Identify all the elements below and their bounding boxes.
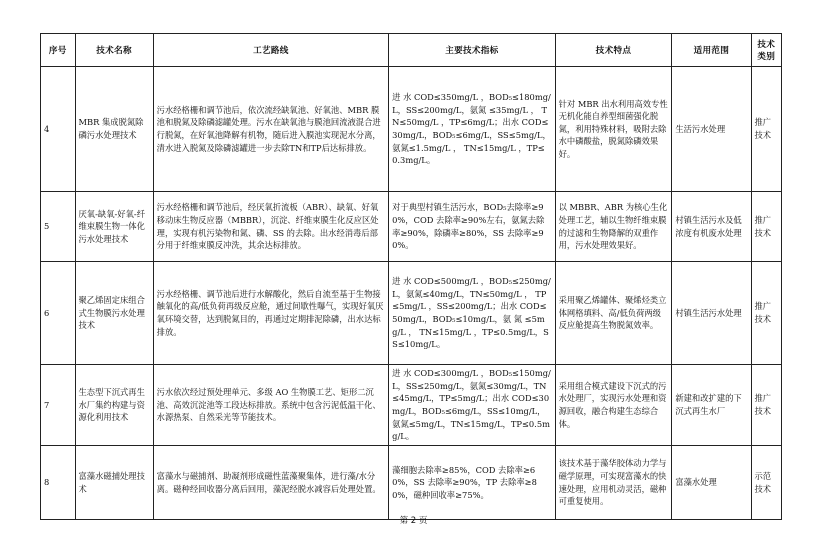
cell-indicators: 对于典型村镇生活污水，BOD₅去除率≥90%，COD 去除率≥90%左右，氨氮去除率≥90%，除磷率≥80%，SS 去除率≥90%。 xyxy=(389,192,555,262)
cell-route: 污水经格栅和调节池后，经厌氧折流板（ABR）、缺氧、好氧移动床生物反应器（MBBR），沉淀、纤维束膜生化反应区处理，实现有机污染物和氮、磷、SS 的去除。出水经消毒后部分用于纤维束膜反冲洗，其余达标排放。 xyxy=(153,192,388,262)
cell-no: 7 xyxy=(41,365,76,446)
header-route: 工艺路线 xyxy=(153,34,388,67)
table-row xyxy=(41,67,782,192)
cell-scope: 生活污水处理 xyxy=(672,67,751,192)
cell-no: 8 xyxy=(41,446,76,520)
cell-category: 推广技术 xyxy=(751,67,782,192)
cell-category: 示范技术 xyxy=(751,446,782,520)
cell-category: 推广技术 xyxy=(751,262,782,365)
technology-table-sheet xyxy=(40,33,782,520)
cell-scope: 村镇生活污水及低浓度有机废水处理 xyxy=(672,192,751,262)
cell-route: 富藻水与磁捕剂、助凝剂形成磁性蓝藻聚集体，进行藻/水分离。磁种经回收器分离后回用，藻泥经脱水减容后处理处置。 xyxy=(153,446,388,520)
table-header-row xyxy=(41,34,782,67)
table-row xyxy=(41,192,782,262)
cell-name: 生态型下沉式再生水厂集约构建与资源化利用技术 xyxy=(75,365,153,446)
cell-category: 推广技术 xyxy=(751,365,782,446)
cell-indicators: 进 水 COD≤300mg/L ，BOD₅≤150mg/L，SS≤250mg/L，氨氮≤30mg/L，TN≤45mg/L，TP≤5mg/L；出水 COD≤30mg/L，BOD₅≤6mg/L，SS≤10mg/L，氨氮≤5mg/L，TN≤15mg/L，TP≤0.5mg/L。 xyxy=(389,365,555,446)
cell-name: 厌氧-缺氧-好氧-纤维束膜生物一体化污水处理技术 xyxy=(75,192,153,262)
cell-no: 6 xyxy=(41,262,76,365)
cell-features: 针对 MBR 出水利用高效专性无机化能自养型细菌强化脱氮，利用特殊材料，吸附去除水中磷酸盐，脱氮除磷效果好。 xyxy=(555,67,672,192)
header-name: 技术名称 xyxy=(75,34,153,67)
cell-name: 聚乙烯固定床组合式生物膜污水处理技术 xyxy=(75,262,153,365)
cell-indicators: 进 水 COD≤500mg/L ，BOD₅≤250mg/L，氨氮≤40mg/L，TN≤50mg/L ， TP≤5mg/L ，SS≤200mg/L；出水 COD≤50mg/L，BOD₅≤10mg/L，氨 氮 ≤5mg/L ， TN≤15mg/L ，TP≤0.5mg/L，SS≤10mg/L。 xyxy=(389,262,555,365)
technology-table xyxy=(40,33,782,520)
cell-route: 污水依次经过预处理单元、多级 AO 生物膜工艺、矩形二沉池、高效沉淀池等工段达标排放。系统中包含污泥低温干化、水源热泵、自然采光等节能技术。 xyxy=(153,365,388,446)
cell-scope: 富藻水处理 xyxy=(672,446,751,520)
cell-indicators: 进 水 COD≤350mg/L ，BOD₅≤180mg/L，SS≤200mg/L，氨氮 ≤35mg/L ， TN≤50mg/L ，TP≤6mg/L；出水 COD≤30mg/L，BOD₅≤6mg/L，SS≤5mg/L，氨氮≤1.5mg/L ， TN≤15mg/L ，TP≤0.3mg/L。 xyxy=(389,67,555,192)
table-row xyxy=(41,446,782,520)
cell-scope: 村镇生活污水处理 xyxy=(672,262,751,365)
cell-no: 5 xyxy=(41,192,76,262)
cell-features: 以 MBBR、ABR 为核心生化处理工艺，辅以生物纤维束膜的过滤和生物降解的双重作用，污水处理效果好。 xyxy=(555,192,672,262)
header-features: 技术特点 xyxy=(555,34,672,67)
cell-name: 富藻水磁捕处理技术 xyxy=(75,446,153,520)
cell-features: 该技术基于藻华胶体动力学与磁学原理，可实现富藻水的快速处理，应用机动灵活，磁种可重复使用。 xyxy=(555,446,672,520)
cell-indicators: 藻细胞去除率≥85%，COD 去除率≥60%，SS 去除率≥90%，TP 去除率≥80%，磁种回收率≥75%。 xyxy=(389,446,555,520)
cell-route: 污水经格栅、调节池后进行水解酸化，然后自流至基于生物接触氧化的高/低负荷再级反应舱，通过间歇性曝气，实现好氧厌氧环境交替，达到脱氮目的，再通过定期排泥除磷，出水达标排放。 xyxy=(153,262,388,365)
header-scope: 适用范围 xyxy=(672,34,751,67)
cell-features: 采用组合模式建设下沉式的污水处理厂，实现污水处理和资源回收，融合构建生态综合体。 xyxy=(555,365,672,446)
cell-no: 4 xyxy=(41,67,76,192)
table-row xyxy=(41,262,782,365)
cell-category: 推广技术 xyxy=(751,192,782,262)
header-indicators: 主要技术指标 xyxy=(389,34,555,67)
cell-name: MBR 集成脱氮除磷污水处理技术 xyxy=(75,67,153,192)
header-no: 序号 xyxy=(41,34,76,67)
cell-route: 污水经格栅和调节池后，依次流经缺氧池、好氧池、MBR 膜池和脱氮及除磷滤罐处理。污水在缺氧池与膜池回流液混合进行脱氮，在好氧池降解有机物，随后进入膜池实现泥水分离，清水进入脱氮及除磷滤罐进一步去除TN和TP后达标排放。 xyxy=(153,67,388,192)
cell-features: 采用聚乙烯罐体、聚烯烃类立体网格填料、高/低负荷两级反应舱提高生物脱氮效率。 xyxy=(555,262,672,365)
page-number: 第 2 页 xyxy=(399,516,428,526)
cell-scope: 新建和改扩建的下沉式再生水厂 xyxy=(672,365,751,446)
table-row xyxy=(41,365,782,446)
header-category: 技术类别 xyxy=(751,34,782,67)
